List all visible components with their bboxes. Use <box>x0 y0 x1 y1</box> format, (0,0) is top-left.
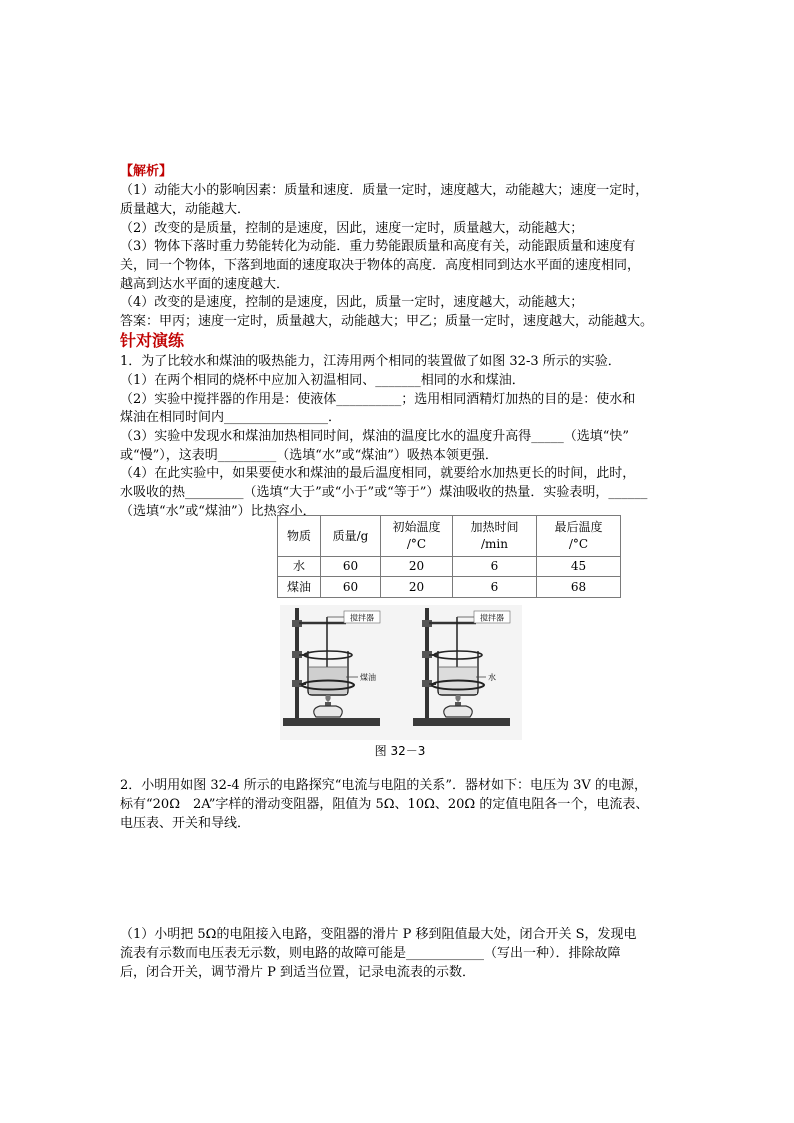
q2-line: 标有“20Ω 2A”字样的滑动变阻器，阻值为 5Ω、10Ω、20Ω 的定值电阻各一个，电流表、 <box>120 797 649 812</box>
apparatus-figure <box>280 605 522 740</box>
header-final-temp: 最后温度 /°C <box>537 516 621 557</box>
experiment-table <box>277 515 621 598</box>
alcohol-lamp <box>444 706 473 717</box>
cell: 60 <box>321 557 381 577</box>
q1-line: （4）在此实验中，如果要使水和煤油的最后温度相同，就要给水加热更长的时间，此时， <box>120 466 636 481</box>
q1-stem: 1．为了比较水和煤油的吸热能力，江涛用两个相同的装置做了如图 32-3 所示的实验． <box>120 354 621 369</box>
table-header-row <box>278 516 621 557</box>
header-substance: 物质 <box>278 516 321 557</box>
cell: 6 <box>453 557 537 577</box>
cell: 20 <box>381 557 453 577</box>
answer-line: 答案：甲丙；速度一定时，质量越大，动能越大；甲乙；质量一定时，速度越大，动能越大。 <box>120 314 654 329</box>
analysis-line: （4）改变的是速度，控制的是速度，因此，质量一定时，速度越大，动能越大； <box>120 295 584 310</box>
q1-line: 水吸收的热_________（选填“大于”或“小于”或“等于”）煤油吸收的热量．实验表明，______ <box>120 485 648 500</box>
header-initial-temp: 初始温度 /°C <box>381 516 453 557</box>
q1-line: （1）在两个相同的烧杯中应加入初温相同、_______相同的水和煤油． <box>120 373 525 388</box>
water-label: 水 <box>488 673 496 682</box>
analysis-heading: 【解析】 <box>120 164 173 179</box>
practice-heading: 针对演练 <box>120 331 185 350</box>
cell: 20 <box>381 577 453 598</box>
analysis-line: 越高到达水平面的速度越大． <box>120 277 290 292</box>
cell: 60 <box>321 577 381 598</box>
base-plate <box>413 718 510 726</box>
q2-part1-line: 后，闭合开关，调节滑片 P 到适当位置，记录电流表的示数． <box>120 965 476 980</box>
q2-part1-line: 流表有示数而电压表无示数，则电路的故障可能是____________（写出一种）．排除故障 <box>120 946 621 961</box>
figure-caption: 图 32－3 <box>374 744 426 758</box>
kerosene-label: 煤油 <box>360 673 376 682</box>
cell: 6 <box>453 577 537 598</box>
cell: 煤油 <box>278 577 321 598</box>
table-row <box>278 557 621 577</box>
header-mass: 质量/g <box>321 516 381 557</box>
header-heating-time: 加热时间 /min <box>453 516 537 557</box>
analysis-line: 关，同一个物体，下落到地面的速度取决于物体的高度．高度相同到达水平面的速度相同， <box>120 258 641 273</box>
q1-line: 煤油在相同时间内________________． <box>120 410 342 425</box>
analysis-line: （2）改变的是质量，控制的是速度，因此，速度一定时，质量越大，动能越大； <box>120 221 584 236</box>
cell: 68 <box>537 577 621 598</box>
q2-part1-line: （1）小明把 5Ω的电阻接入电路，变阻器的滑片 P 移到阻值最大处，闭合开关 S，发现电 <box>120 927 637 942</box>
analysis-line: （1）动能大小的影响因素：质量和速度．质量一定时，速度越大，动能越大；速度一定时， <box>120 183 649 198</box>
cell: 水 <box>278 557 321 577</box>
q2-line: 电压表、开关和导线． <box>120 816 251 831</box>
alcohol-lamp <box>314 706 343 717</box>
q1-line: （2）实验中搅拌器的作用是：使液体__________；选用相同酒精灯加热的目的是：使水和 <box>120 392 636 407</box>
q1-line: （3）实验中发现水和煤油加热相同时间，煤油的温度比水的温度升高得_____（选填“快” <box>120 429 630 444</box>
stirrer-label: 搅拌器 <box>480 613 504 623</box>
q2-stem: 2．小明用如图 32-4 所示的电路探究“电流与电阻的关系”．器材如下：电压为 3V 的电源， <box>120 778 647 793</box>
q1-line: （选填“水”或“煤油”）比热容小． <box>120 504 316 519</box>
q1-line: 或“慢”），这表明_________（选填“水”或“煤油”）吸热本领更强． <box>120 448 498 463</box>
base-plate <box>283 718 380 726</box>
cell: 45 <box>537 557 621 577</box>
table-row <box>278 577 621 598</box>
analysis-line: （3）物体下落时重力势能转化为动能．重力势能跟质量和高度有关，动能跟质量和速度有 <box>120 239 636 254</box>
stirrer-label: 搅拌器 <box>350 613 374 623</box>
analysis-line: 质量越大，动能越大． <box>120 202 251 217</box>
